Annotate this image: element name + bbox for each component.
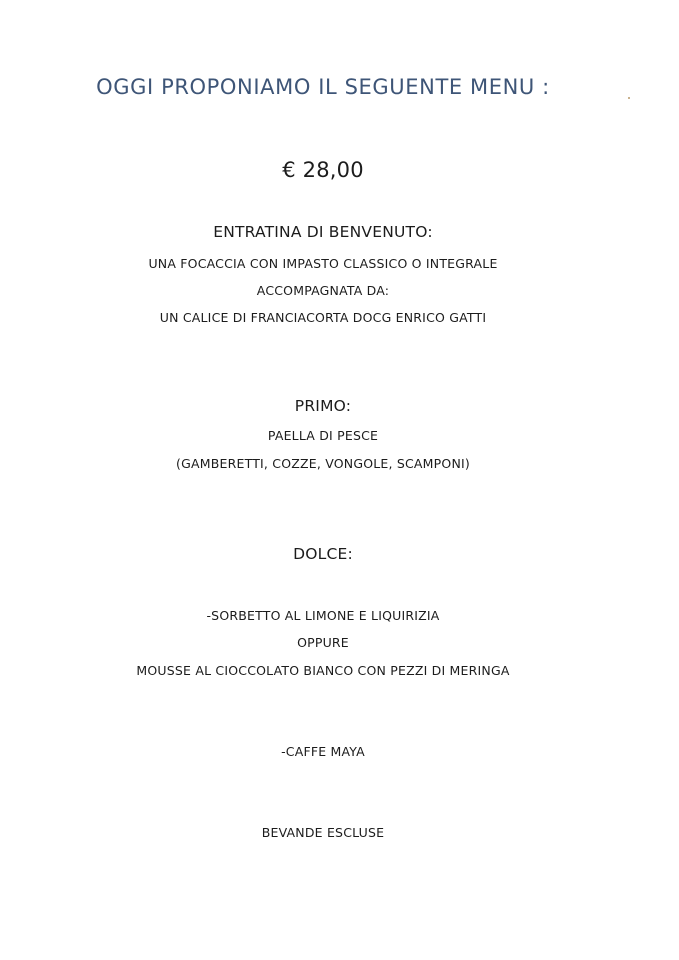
dolce-heading: DOLCE: (293, 545, 353, 563)
menu-title: OGGI PROPONIAMO IL SEGUENTE MENU : (96, 75, 550, 99)
entrata-heading: ENTRATINA DI BENVENUTO: (213, 223, 433, 241)
primo-line: (GAMBERETTI, COZZE, VONGOLE, SCAMPONI) (176, 456, 470, 471)
drinks-note: BEVANDE ESCLUSE (261, 825, 385, 840)
dolce-line: -SORBETTO AL LIMONE E LIQUIRIZIA (206, 608, 440, 623)
dolce-line: MOUSSE AL CIOCCOLATO BIANCO CON PEZZI DI MERINGA (136, 663, 510, 678)
entrata-line: UNA FOCACCIA CON IMPASTO CLASSICO O INTEGRALE (148, 256, 498, 271)
paper-speck (628, 97, 630, 99)
entrata-line: ACCOMPAGNATA DA: (256, 283, 390, 298)
dolce-line: OPPURE (297, 635, 349, 650)
primo-line: PAELLA DI PESCE (267, 428, 379, 443)
menu-price: € 28,00 (282, 158, 364, 182)
primo-heading: PRIMO: (294, 397, 352, 415)
entrata-line: UN CALICE DI FRANCIACORTA DOCG ENRICO GATTI (159, 310, 487, 325)
caffe-line: -CAFFE MAYA (281, 744, 365, 759)
